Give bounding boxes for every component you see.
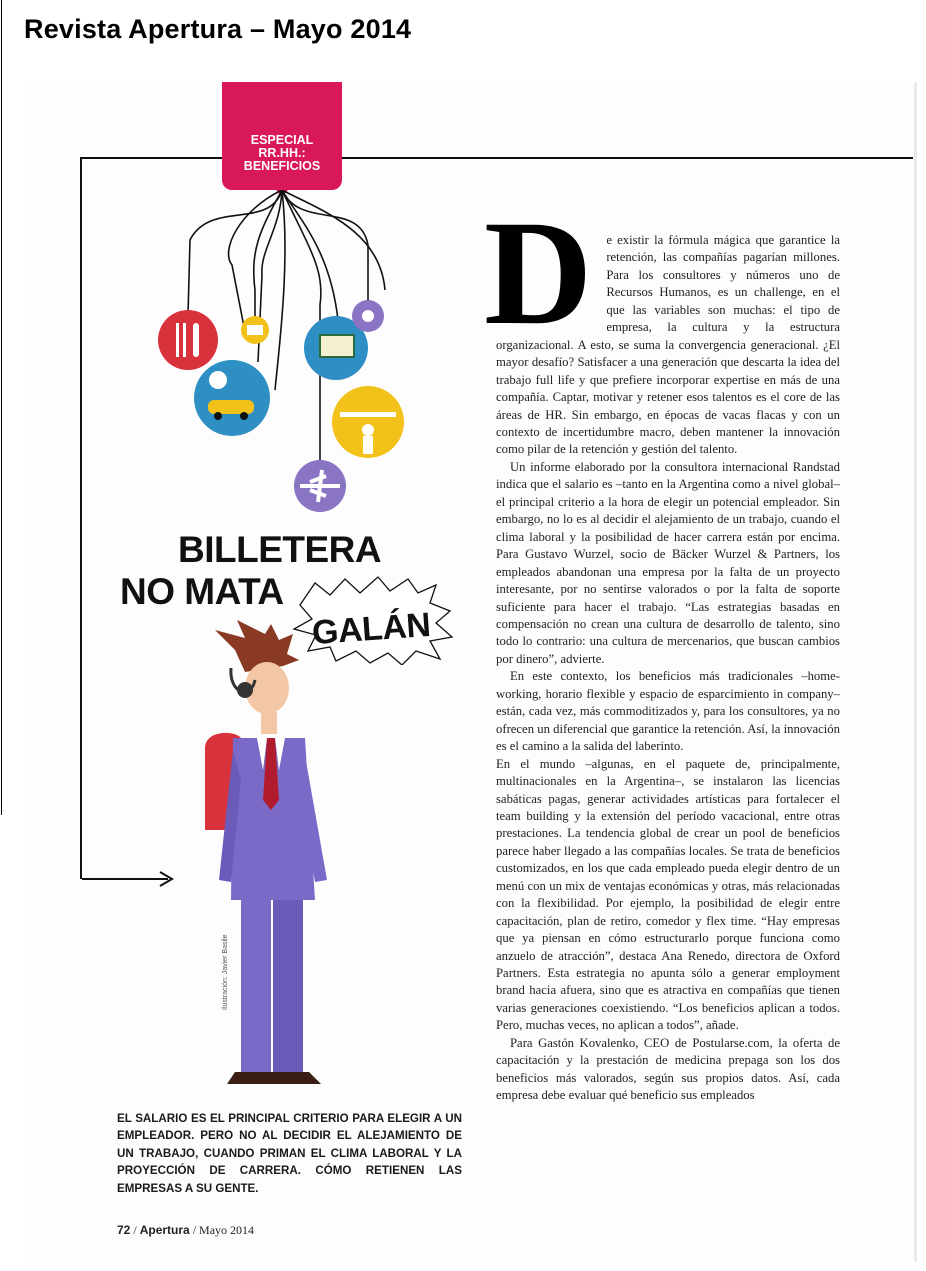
drop-cap: D [484, 190, 593, 356]
headline-line-1: BILLETERA [178, 529, 382, 570]
headline-line-3: GALÁN [310, 605, 432, 653]
margin-rule [1, 0, 2, 815]
businessman-illustration [175, 620, 345, 1100]
top-rule [80, 157, 913, 159]
illustration-credit: Ilustración: Javier Basile [222, 934, 229, 1010]
document-title: Revista Apertura – Mayo 2014 [24, 14, 412, 44]
tag-line-2: RR.HH.: [258, 146, 306, 160]
section-tag [222, 82, 342, 190]
arrow-right-icon [80, 869, 180, 891]
article-paragraph: Para Gastón Kovalenko, CEO de Postularse.com, la oferta de capacitación y la prestación de medicina prepaga son los dos beneficios más valorados, según sus propios datos. Así, cada empresa debe evaluar qué beneficio sus empleados [496, 1035, 840, 1103]
restaurant-icon [158, 310, 218, 370]
page-edge [914, 82, 917, 1262]
tag-line-3: BENEFICIOS [243, 159, 321, 173]
article-body [484, 190, 840, 1105]
article-paragraph: En este contexto, los beneficios más tradicionales –home-working, horario flexible y espacio de esparcimiento in company– están, cada vez, más commoditizados y, para los consultores, ya no ofrecen un diferencial que garantice la retención. Así, la innovación es el camino a la salida del laberinto. [496, 669, 840, 754]
tag-line-1: ESPECIAL [250, 133, 314, 147]
benefits-mobile-illustration [150, 190, 410, 530]
folio-separator: / [133, 1223, 137, 1237]
left-frame-rule [80, 157, 82, 879]
headline-line-2: NO MATA [120, 571, 284, 612]
article-paragraph: Un informe elaborado por la consultora internacional Randstad indica que el salario es –tanto en la Argentina como a nivel global– el principal criterio a la hora de elegir un potencial empleador. Sin embargo, no lo es al decidir el alejamiento de un trabajo, cuando el clima laboral y la posibilidad de hacer carrera están por encima. Para Gustavo Wurzel, socio de Bäcker Wurzel & Partners, los empleados abandonan una empresa por la falta de un proyecto interesante, por no sentirse valorados o por la falta de soporte suficiente para hacer el trabajo. “Las estrategias basadas en compensación no crean una cultura de desarrollo de talento, sino todo lo contrario: una cultura de mercenarios, que buscan cambios por dinero”, advierte. [496, 459, 840, 666]
issue-date: / Mayo 2014 [192, 1223, 255, 1237]
page-folio [117, 1223, 254, 1238]
car-icon [194, 360, 270, 436]
article-deck: EL SALARIO ES EL PRINCIPAL CRITERIO PARA ELEGIR A UN EMPLEADOR. PERO NO AL DECIDIR EL ALEJAMIENTO DE UN TRABAJO, CUANDO PRIMAN EL CLIMA LABORAL Y LA PROYECCIÓN DE CARRERA. CÓMO RETIENEN LAS EMPRESAS A SU GENTE. [117, 1112, 462, 1195]
article-paragraph: e existir la fórmula mágica que garantice la retención, las compañías pagarían millones. Para los consultores y números uno de Recursos Humanos, es un challenge, en el que las variables son muchas: el tipo de empresa, la cultura y la estructura organizacional. A esto, se suma la convergencia generacional. ¿El mayor desafío? Satisfacer a una generación que descarta la idea del trabajo full life y que prefiere incorporar expertise en más de una compañía. Captar, motivar y retener esos talentos es el core de las áreas de HR. Sin embargo, en épocas de vacas flacas y con un contexto de incertidumbre macro, deben mantener la innovación como pilar de la retención y gestión del talento. [496, 233, 840, 457]
page-number: 72 [117, 1223, 131, 1237]
magazine-name: Apertura [139, 1223, 190, 1237]
article-paragraph: En el mundo –algunas, en el paquete de, principalmente, multinacionales en la Argentina–, se instalaron las licencias sabáticas pagas, generar actividades artísticas para fortalecer el team building y la extensión del período vacacional, entre otras prestaciones. La tendencia global de crear un pool de beneficios parece haber llegado a las compañías locales. Se trata de beneficios customizados, en los que cada empleado pueda elegir dentro de un menú con un mix de ventajas económicas y otras, más relacionadas con la flexibilidad. Por ejemplo, la posibilidad de elegir entre capacitación, plan de retiro, comedor y flex time. “Hay empresas que ya piensan en cómo estructurarlo porque funciona como anzuelo de atracción”, destaca Ana Renedo, directora de Oxford Partners. Esta estrategia no apunta sólo a generar employment brand hacia afuera, sino que es atractiva en compañías que tienen varias generaciones coexistiendo. “Los beneficios aplican a todos. Pero, muchas veces, no aplican a todos”, añade. [496, 756, 840, 1033]
